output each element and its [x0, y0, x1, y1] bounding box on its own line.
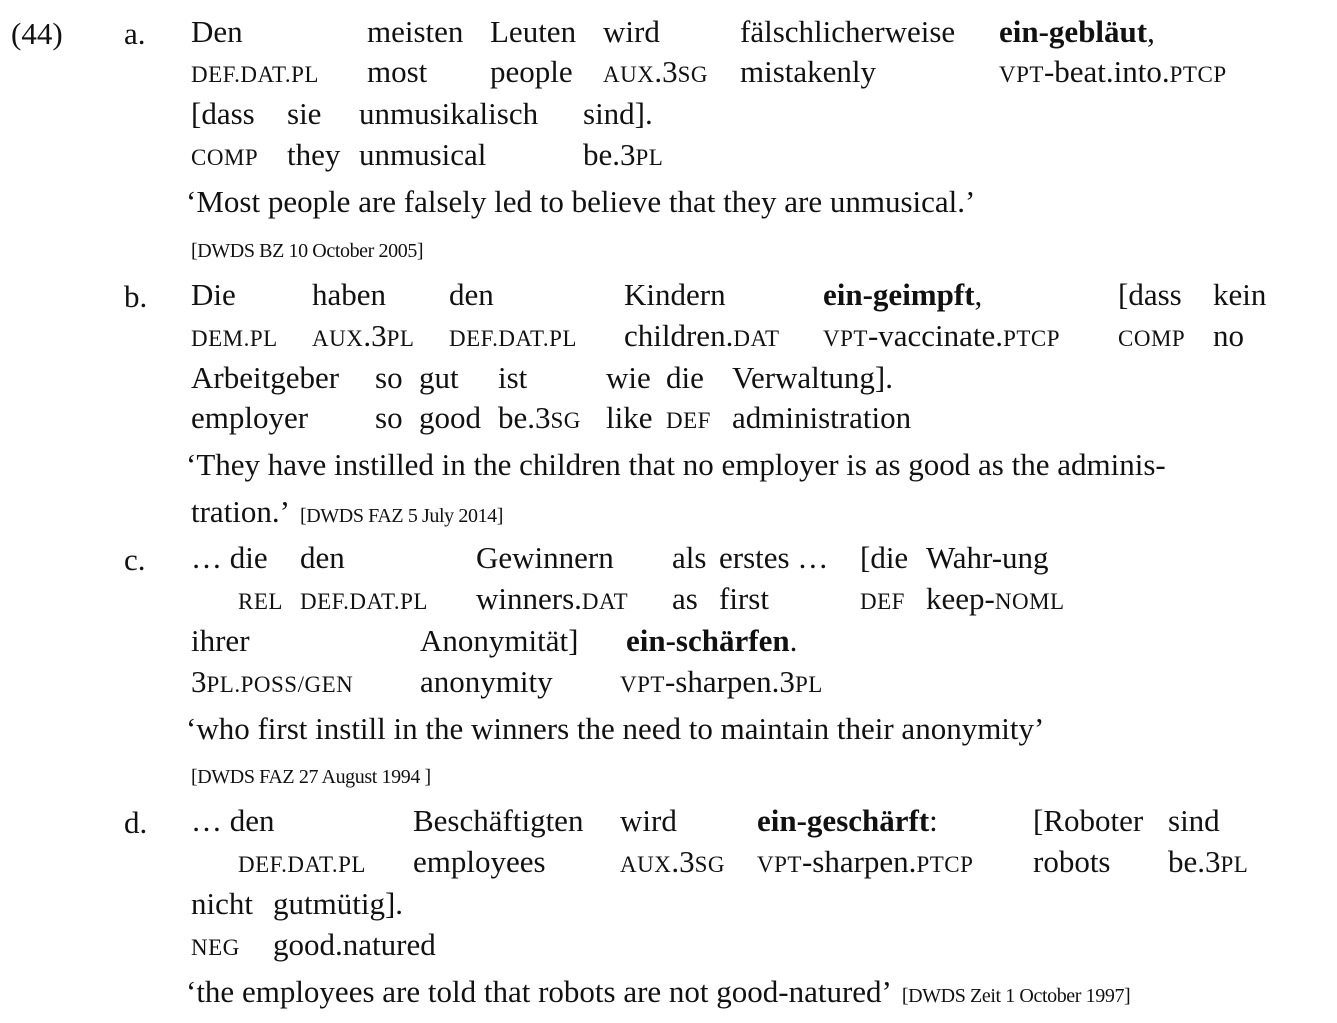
source-word: gutmütig]. — [273, 886, 404, 921]
gloss-word: employees — [413, 844, 546, 879]
source-word: Leuten — [490, 14, 577, 49]
gloss-word: children.DAT — [624, 318, 780, 353]
gloss-word: DEF.DAT.PL — [238, 852, 366, 877]
gloss-word: be.3PL — [1168, 844, 1249, 879]
source-word: Beschäftigten — [413, 803, 584, 838]
source-word: gut — [419, 360, 459, 395]
gloss-word: as — [672, 581, 698, 616]
source-word: unmusikalisch — [359, 96, 539, 131]
source-word: Anonymität] — [420, 623, 579, 658]
source-citation: [DWDS BZ 10 October 2005] — [191, 240, 424, 262]
gloss-word: good.natured — [273, 927, 436, 962]
gloss-word: COMP — [1118, 326, 1186, 351]
source-word: … die — [191, 540, 268, 575]
free-translation: ‘Most people are falsely led to believe that they are unmusical.’ — [186, 184, 976, 219]
source-word: ein-schärfen. — [626, 623, 798, 658]
gloss-word: most — [367, 54, 428, 89]
gloss-word: so — [375, 400, 403, 435]
gloss-word: DEM.PL — [191, 326, 278, 351]
source-word: … den — [191, 803, 275, 838]
gloss-word: they — [287, 137, 341, 172]
source-word: wird — [620, 803, 677, 838]
gloss-word: DEF — [860, 589, 905, 614]
source-word: als — [672, 540, 707, 575]
gloss-word: DEF.DAT.PL — [300, 589, 428, 614]
source-word: ein-geschärft: — [757, 803, 938, 838]
source-word: fälschlicherweise — [740, 14, 956, 49]
source-word: sie — [287, 96, 322, 131]
source-word: sind]. — [583, 96, 653, 131]
free-translation: ‘who first instill in the winners the need to maintain their anonymity’ — [186, 711, 1045, 746]
free-translation: ‘They have instilled in the children that no employer is as good as the adminis- — [186, 447, 1166, 482]
source-word: die — [666, 360, 704, 395]
gloss-word: robots — [1033, 844, 1111, 879]
source-word: wie — [606, 360, 651, 395]
source-word: ein-gebläut, — [999, 14, 1155, 49]
source-word: Arbeitgeber — [191, 360, 340, 395]
source-word: nicht — [191, 886, 253, 921]
gloss-word: be.3PL — [583, 137, 664, 172]
source-word: sind — [1168, 803, 1220, 838]
source-word: den — [300, 540, 345, 575]
gloss-word: employer — [191, 400, 309, 435]
gloss-word: REL — [238, 589, 283, 614]
gloss-word: NEG — [191, 935, 240, 960]
example-number: (44) — [11, 16, 63, 51]
gloss-word: AUX.3SG — [603, 54, 708, 89]
source-word: ihrer — [191, 623, 250, 658]
gloss-word: 3PL.POSS/GEN — [191, 664, 354, 699]
source-word: [dass — [191, 96, 255, 131]
source-word: ist — [498, 360, 528, 395]
free-translation-continued: tration.’ [DWDS FAZ 5 July 2014] — [191, 494, 504, 529]
source-word: meisten — [367, 14, 464, 49]
gloss-word: mistakenly — [740, 54, 877, 89]
source-citation: [DWDS FAZ 27 August 1994 ] — [191, 766, 431, 788]
source-word: den — [449, 277, 494, 312]
source-word: Die — [191, 277, 236, 312]
gloss-word: VPT-sharpen.3PL — [620, 664, 823, 699]
source-citation: [DWDS FAZ 5 July 2014] — [300, 505, 504, 527]
gloss-word: DEF.DAT.PL — [449, 326, 577, 351]
gloss-word: keep-NOML — [926, 581, 1065, 616]
source-word: Den — [191, 14, 243, 49]
source-word: [Roboter — [1033, 803, 1144, 838]
gloss-word: no — [1213, 318, 1244, 353]
subexample-label: a. — [124, 16, 146, 51]
source-word: Gewinnern — [476, 540, 614, 575]
source-word: kein — [1213, 277, 1267, 312]
gloss-word: VPT-sharpen.PTCP — [757, 844, 974, 879]
gloss-word: like — [606, 400, 653, 435]
source-word: so — [375, 360, 403, 395]
source-word: Kindern — [624, 277, 726, 312]
source-word: [die — [860, 540, 909, 575]
gloss-word: winners.DAT — [476, 581, 629, 616]
gloss-word: DEF.DAT.PL — [191, 62, 319, 87]
gloss-word: DEF — [666, 408, 711, 433]
gloss-word: COMP — [191, 145, 259, 170]
gloss-word: anonymity — [420, 664, 553, 699]
gloss-word: people — [490, 54, 573, 89]
source-word: haben — [312, 277, 387, 312]
source-word: ein-geimpft, — [823, 277, 983, 312]
gloss-word: good — [419, 400, 481, 435]
gloss-word: AUX.3PL — [312, 318, 415, 353]
source-word: erstes … — [719, 540, 829, 575]
gloss-word: administration — [732, 400, 912, 435]
source-citation: [DWDS Zeit 1 October 1997] — [901, 985, 1131, 1007]
gloss-word: VPT-vaccinate.PTCP — [823, 318, 1061, 353]
gloss-word: unmusical — [359, 137, 487, 172]
source-word: Verwaltung]. — [732, 360, 893, 395]
source-word: wird — [603, 14, 660, 49]
source-word: Wahr-ung — [926, 540, 1049, 575]
free-translation: ‘the employees are told that robots are not good-natured’ [DWDS Zeit 1 October 1997] — [186, 974, 1131, 1009]
gloss-word: be.3SG — [498, 400, 581, 435]
source-word: [dass — [1118, 277, 1182, 312]
gloss-word: first — [719, 581, 769, 616]
gloss-word: AUX.3SG — [620, 844, 725, 879]
subexample-label: c. — [124, 542, 146, 577]
subexample-label: b. — [124, 279, 148, 314]
subexample-label: d. — [124, 805, 148, 840]
gloss-word: VPT-beat.into.PTCP — [999, 54, 1227, 89]
